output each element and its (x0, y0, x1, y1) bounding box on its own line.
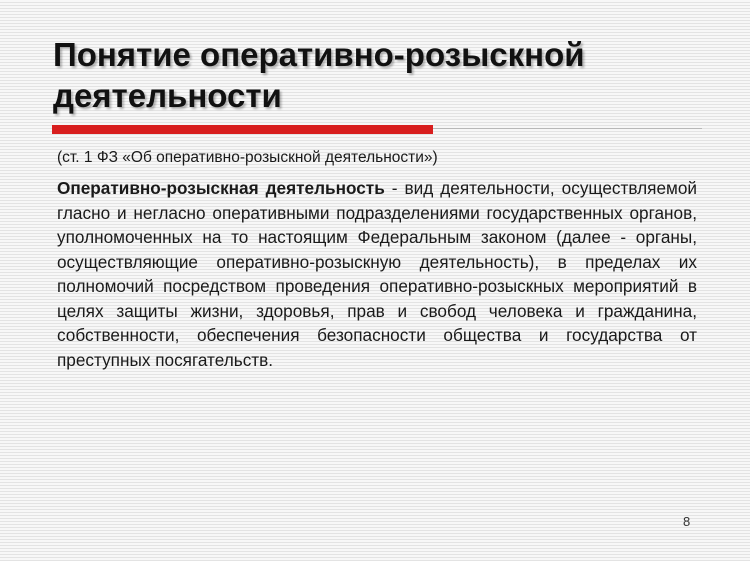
law-reference: (ст. 1 ФЗ «Об оперативно-розыскной деятельности») (57, 149, 438, 166)
slide-title: Понятие оперативно-розыскной деятельности (53, 36, 585, 114)
definition-paragraph (57, 176, 697, 372)
definition-term: Оперативно-розыскная деятельность (57, 178, 385, 198)
title-accent-bar (52, 125, 433, 134)
definition-body: - вид деятельности, осуществляемой гласно и негласно оперативными подразделениями государственных органов, уполномоченных на то настоящим Федеральным законом (далее - органы, осуществляющие оперативно-розыскную деятельность), в пределах их полномочий посредством проведения оперативно-розыскных мероприятий в целях защиты жизни, здоровья, прав и свобод человека и гражданина, собственности, обеспечения безопасности общества и государства от преступных посягательств. (57, 178, 697, 370)
page-number: 8 (683, 514, 691, 529)
